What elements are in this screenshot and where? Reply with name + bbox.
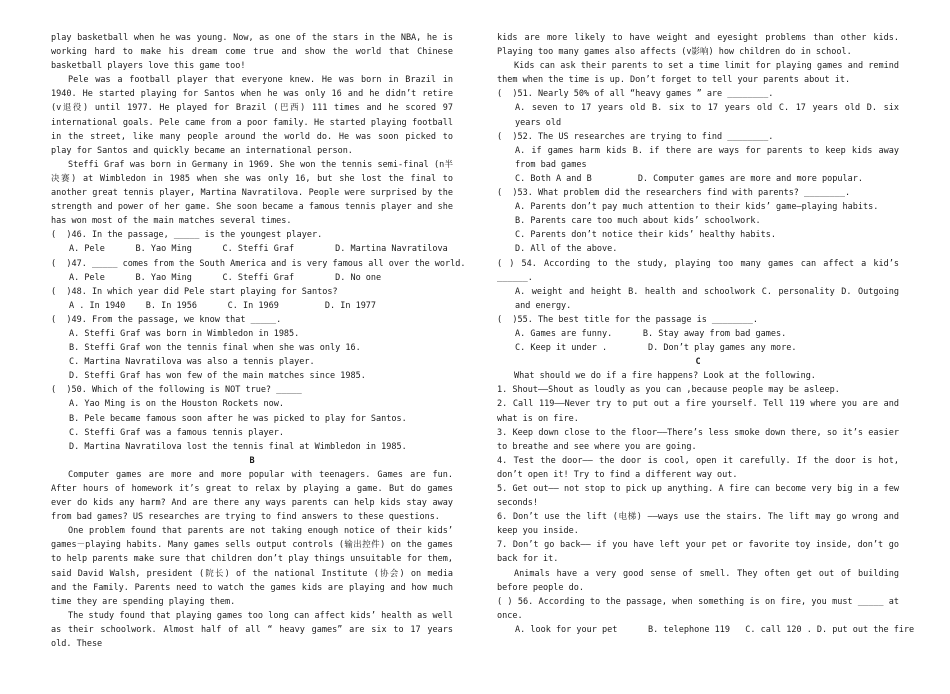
question-53-option-d: D. All of the above.	[515, 244, 618, 255]
question-50-option-d: D. Martina Navratilova lost the tennis final at Wimbledon in 1985.	[69, 441, 407, 452]
question-48: ( )48. In which year did Pele start playing for Santos?	[51, 286, 338, 297]
fire-tip-6: 6. Don’t use the lift (电梯) ——ways use the stairs. The lift may go wrong and keep you inside.	[497, 512, 899, 537]
passage-b-paragraph-3: The study found that playing games too long can affect kids’ health as well as their schoolwork. Almost half of all “ heavy games” are six to 17 years old. These	[51, 610, 453, 650]
passage-yao-ming-end: play basketball when he was young. Now, as one of the stars in the NBA, he is working hard to make his dream come true and show the world that Chinese basketball players love this game too!	[51, 33, 453, 72]
question-49-option-c: C. Martina Navratilova was also a tennis player.	[69, 357, 315, 368]
fire-tip-7: 7. Don’t go back—— if you have left your pet or favorite toy inside, don’t go back for it.	[497, 540, 899, 565]
question-56-options: A. look for your pet B. telephone 119 C. call 120 . D. put out the fire	[515, 624, 915, 635]
question-48-options: A . In 1940 B. In 1956 C. In 1969 D. In 1977	[69, 300, 377, 311]
question-49-option-d: D. Steffi Graf has won few of the main matches since 1985.	[69, 371, 366, 382]
fire-tip-1: 1. Shout——Shout as loudly as you can ,because people may be asleep.	[497, 385, 840, 396]
question-55-options-ab: A. Games are funny. B. Stay away from bad games.	[515, 328, 787, 339]
question-53: ( )53. What problem did the researchers find with parents? ________.	[497, 188, 851, 199]
question-50-option-a: A. Yao Ming is on the Houston Rockets now.	[69, 399, 284, 410]
question-47-options: A. Pele B. Yao Ming C. Steffi Graf D. No one	[69, 272, 382, 283]
question-47: ( )47. _____ comes from the South America and is very famous all over the world.	[51, 258, 466, 269]
fire-tip-3: 3. Keep down close to the floor——There’s less smoke down there, so it’s easier to breathe and see where you are going.	[497, 427, 899, 452]
question-53-option-a: A. Parents don’t pay much attention to their kids’ game—playing habits.	[515, 202, 879, 213]
question-53-option-b: B. Parents care too much about kids’ schoolwork.	[515, 216, 761, 227]
question-54: ( ) 54. According to the study, playing too many games can affect a kid’s ______.	[497, 258, 899, 283]
question-53-option-c: C. Parents don’t notice their kids’ healthy habits.	[515, 230, 776, 241]
passage-c-animals: Animals have a very good sense of smell. They often get out of building before people do.	[497, 568, 899, 593]
section-b-heading: B	[249, 455, 255, 466]
question-55-options-cd: C. Keep it under . D. Don’t play games any more.	[515, 343, 797, 354]
question-52: ( )52. The US researches are trying to find ________.	[497, 131, 774, 142]
question-50-option-b: B. Pele became famous soon after he was picked to play for Santos.	[69, 413, 407, 424]
question-52-options-cd: C. Both A and B D. Computer games are more and more popular.	[515, 173, 863, 184]
right-column	[497, 31, 915, 637]
passage-c-intro: What should we do if a fire happens? Look at the following.	[514, 371, 816, 382]
question-50-option-c: C. Steffi Graf was a famous tennis player.	[69, 427, 284, 438]
question-50: ( )50. Which of the following is NOT true? _____	[51, 385, 302, 396]
question-51: ( )51. Nearly 50% of all “heavy games ” are ________.	[497, 89, 774, 100]
question-52-options-ab: A. if games harm kids B. if there are ways for parents to keep kids away from bad games	[515, 145, 899, 170]
fire-tip-5: 5. Get out—— not stop to pick up anything. A fire can become very big in a few seconds!	[497, 484, 899, 509]
question-51-options: A. seven to 17 years old B. six to 17 years old C. 17 years old D. six years old	[515, 103, 899, 128]
left-column	[51, 31, 466, 651]
passage-b-paragraph-4: Kids can ask their parents to set a time limit for playing games and remind them when the time is up. Don’t forget to tell your parents about it.	[497, 61, 899, 86]
question-54-options: A. weight and height B. health and schoolwork C. personality D. Outgoing and energy.	[515, 286, 899, 311]
passage-b-paragraph-1: Computer games are more and more popular with teenagers. Games are fun. After hours of homework it’s great to relax by playing a game. But do games ever do kids any harm? And are there any ways parents can help kids stay away from bad games? US researches are trying to find answers to these questions.	[51, 469, 453, 523]
question-56: ( ) 56. According to the passage, when something is on fire, you must _____ at once.	[497, 596, 899, 621]
fire-tip-2: 2. Call 119——Never try to put out a fire yourself. Tell 119 where you are and what is on fire.	[497, 399, 899, 424]
question-49-option-b: B. Steffi Graf won the tennis final when she was only 16.	[69, 343, 361, 354]
question-46: ( )46. In the passage, _____ is the youngest player.	[51, 230, 323, 241]
question-46-options: A. Pele B. Yao Ming C. Steffi Graf D. Martina Navratilova	[69, 244, 448, 255]
section-c-heading: C	[695, 357, 701, 368]
question-49: ( )49. From the passage, we know that _____.	[51, 314, 282, 325]
passage-b-paragraph-2: One problem found that parents are not taking enough notice of their kids’ games－playing habits. Many games sells output controls (输出控件) on the games to help parents make sure that children don’t play things unsuitable for them, said David Walsh, president (院长) of the national Institute (协会) on media and the Family. Parents need to watch the games kids are playing and how much time they are spending playing them.	[51, 526, 453, 607]
passage-steffi-graf: Steffi Graf was born in Germany in 1969. She won the tennis semi-final (n半决赛) at Wimbledon in 1985 when she was only 16, but she lost the final to another great tennis player, Martina Navratilova. People were surprised by the strength and power of her game. She soon became a famous tennis player and she has won most of the main matches several times.	[51, 159, 453, 227]
passage-pele: Pele was a football player that everyone knew. He was born in Brazil in 1940. He started playing for Santos when he was only 16 and he didn’t retire (v退役) until 1977. He played for Brazil (巴西) 111 times and he scored 97 international goals. Pele came from a poor family. He started playing football in the street, like many people around the world do. He was soon picked to play for Santos and quickly became an international person.	[51, 75, 453, 156]
question-49-option-a: A. Steffi Graf was born in Wimbledon in 1985.	[69, 328, 300, 339]
question-55: ( )55. The best title for the passage is ________.	[497, 314, 758, 325]
passage-b-paragraph-3-continued: kids are more likely to have weight and eyesight problems than other kids. Playing too many games also affects (v影响) how children do in school.	[497, 33, 899, 58]
fire-tip-4: 4. Test the door—— the door is cool, open it carefully. If the door is hot, don’t open it! Try to find a different way out.	[497, 455, 899, 480]
